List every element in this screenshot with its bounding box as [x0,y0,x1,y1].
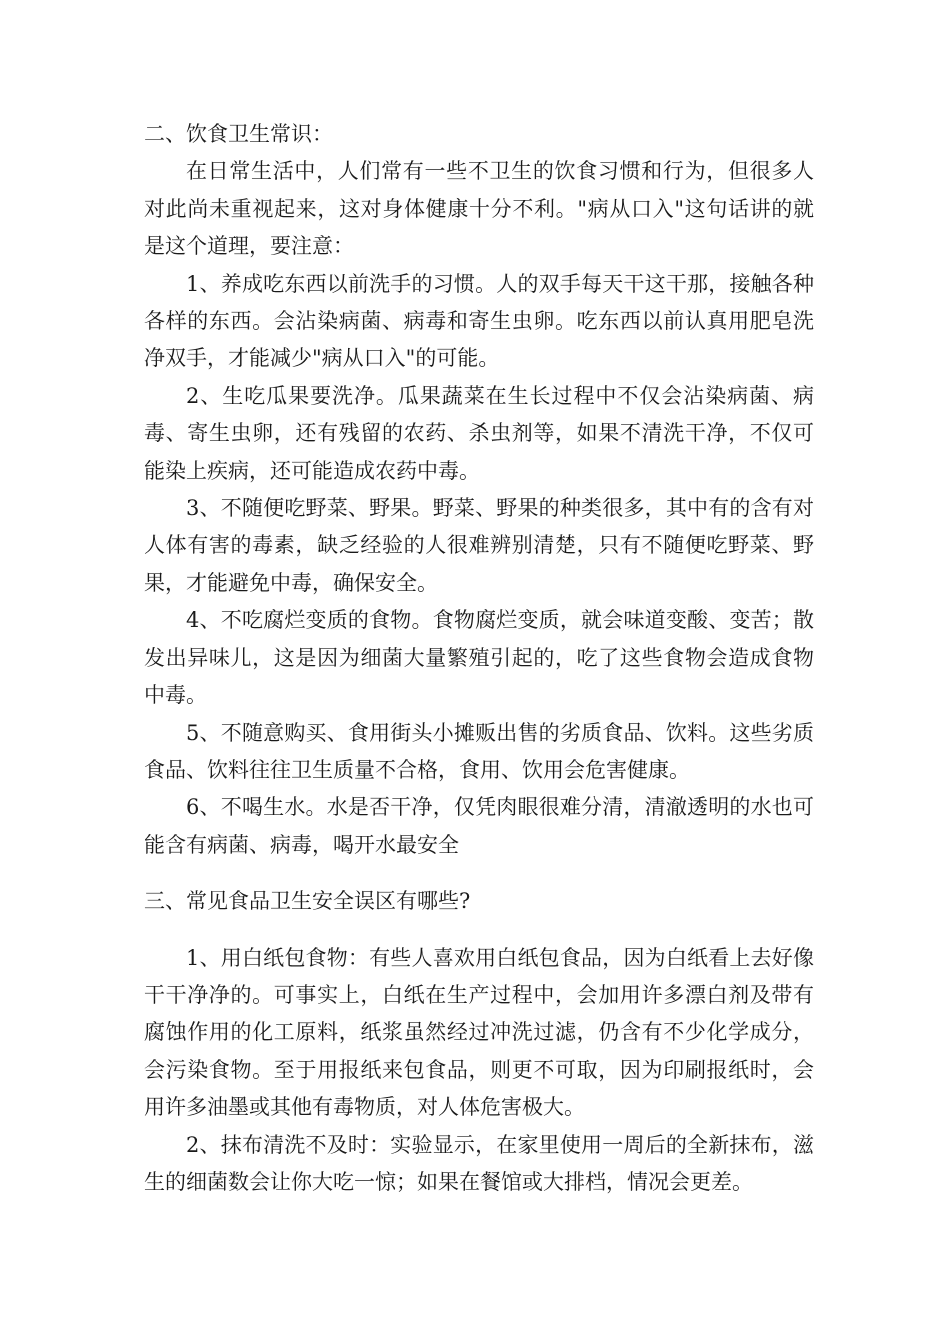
section-3-item-2: 2、抹布清洗不及时：实验显示，在家里使用一周后的全新抹布，滋生的细菌数会让你大吃一惊；如果在餐馆或大排档，情况会更差。 [144,1132,814,1194]
section-2-item-1: 1、养成吃东西以前洗手的习惯。人的双手每天干这干那，接触各种各样的东西。会沾染病菌、病毒和寄生虫卵。吃东西以前认真用肥皂洗净双手，才能减少"病从口入"的可能。 [144,271,814,371]
section-2-item-5: 5、不随意购买、食用街头小摊贩出售的劣质食品、饮料。这些劣质食品、饮料往往卫生质量不合格，食用、饮用会危害健康。 [144,720,814,782]
section-2-item-3: 3、不随便吃野菜、野果。野菜、野果的种类很多，其中有的含有对人体有害的毒素，缺乏经验的人很难辨别清楚，只有不随便吃野菜、野果，才能避免中毒，确保安全。 [144,496,814,595]
section-2-title: 二、饮食卫生常识： [144,122,333,146]
section-2-item-6: 6、不喝生水。水是否干净，仅凭肉眼很难分清，清澈透明的水也可能含有病菌、病毒，喝开水最安全 [144,795,814,857]
section-2-item-4: 4、不吃腐烂变质的食物。食物腐烂变质，就会味道变酸、变苦；散发出异味儿，这是因为细菌大量繁殖引起的，吃了这些食物会造成食物中毒。 [144,608,814,708]
section-2-intro: 在日常生活中，人们常有一些不卫生的饮食习惯和行为，但很多人对此尚未重视起来，这对身体健康十分不利。"病从口入"这句话讲的就是这个道理，要注意： [144,159,814,259]
document-body [144,116,814,1201]
section-2-item-2: 2、生吃瓜果要洗净。瓜果蔬菜在生长过程中不仅会沾染病菌、病毒、寄生虫卵，还有残留的农药、杀虫剂等，如果不清洗干净，不仅可能染上疾病，还可能造成农药中毒。 [144,383,814,483]
section-3-item-1: 1、用白纸包食物：有些人喜欢用白纸包食品，因为白纸看上去好像干干净净的。可事实上，白纸在生产过程中，会加用许多漂白剂及带有腐蚀作用的化工原料，纸浆虽然经过冲洗过滤，仍含有不少化学成分，会污染食物。至于用报纸来包食品，则更不可取，因为印刷报纸时，会用许多油墨或其他有毒物质，对人体危害极大。 [144,945,814,1120]
section-3-title: 三、常见食品卫生安全误区有哪些? [144,889,471,914]
